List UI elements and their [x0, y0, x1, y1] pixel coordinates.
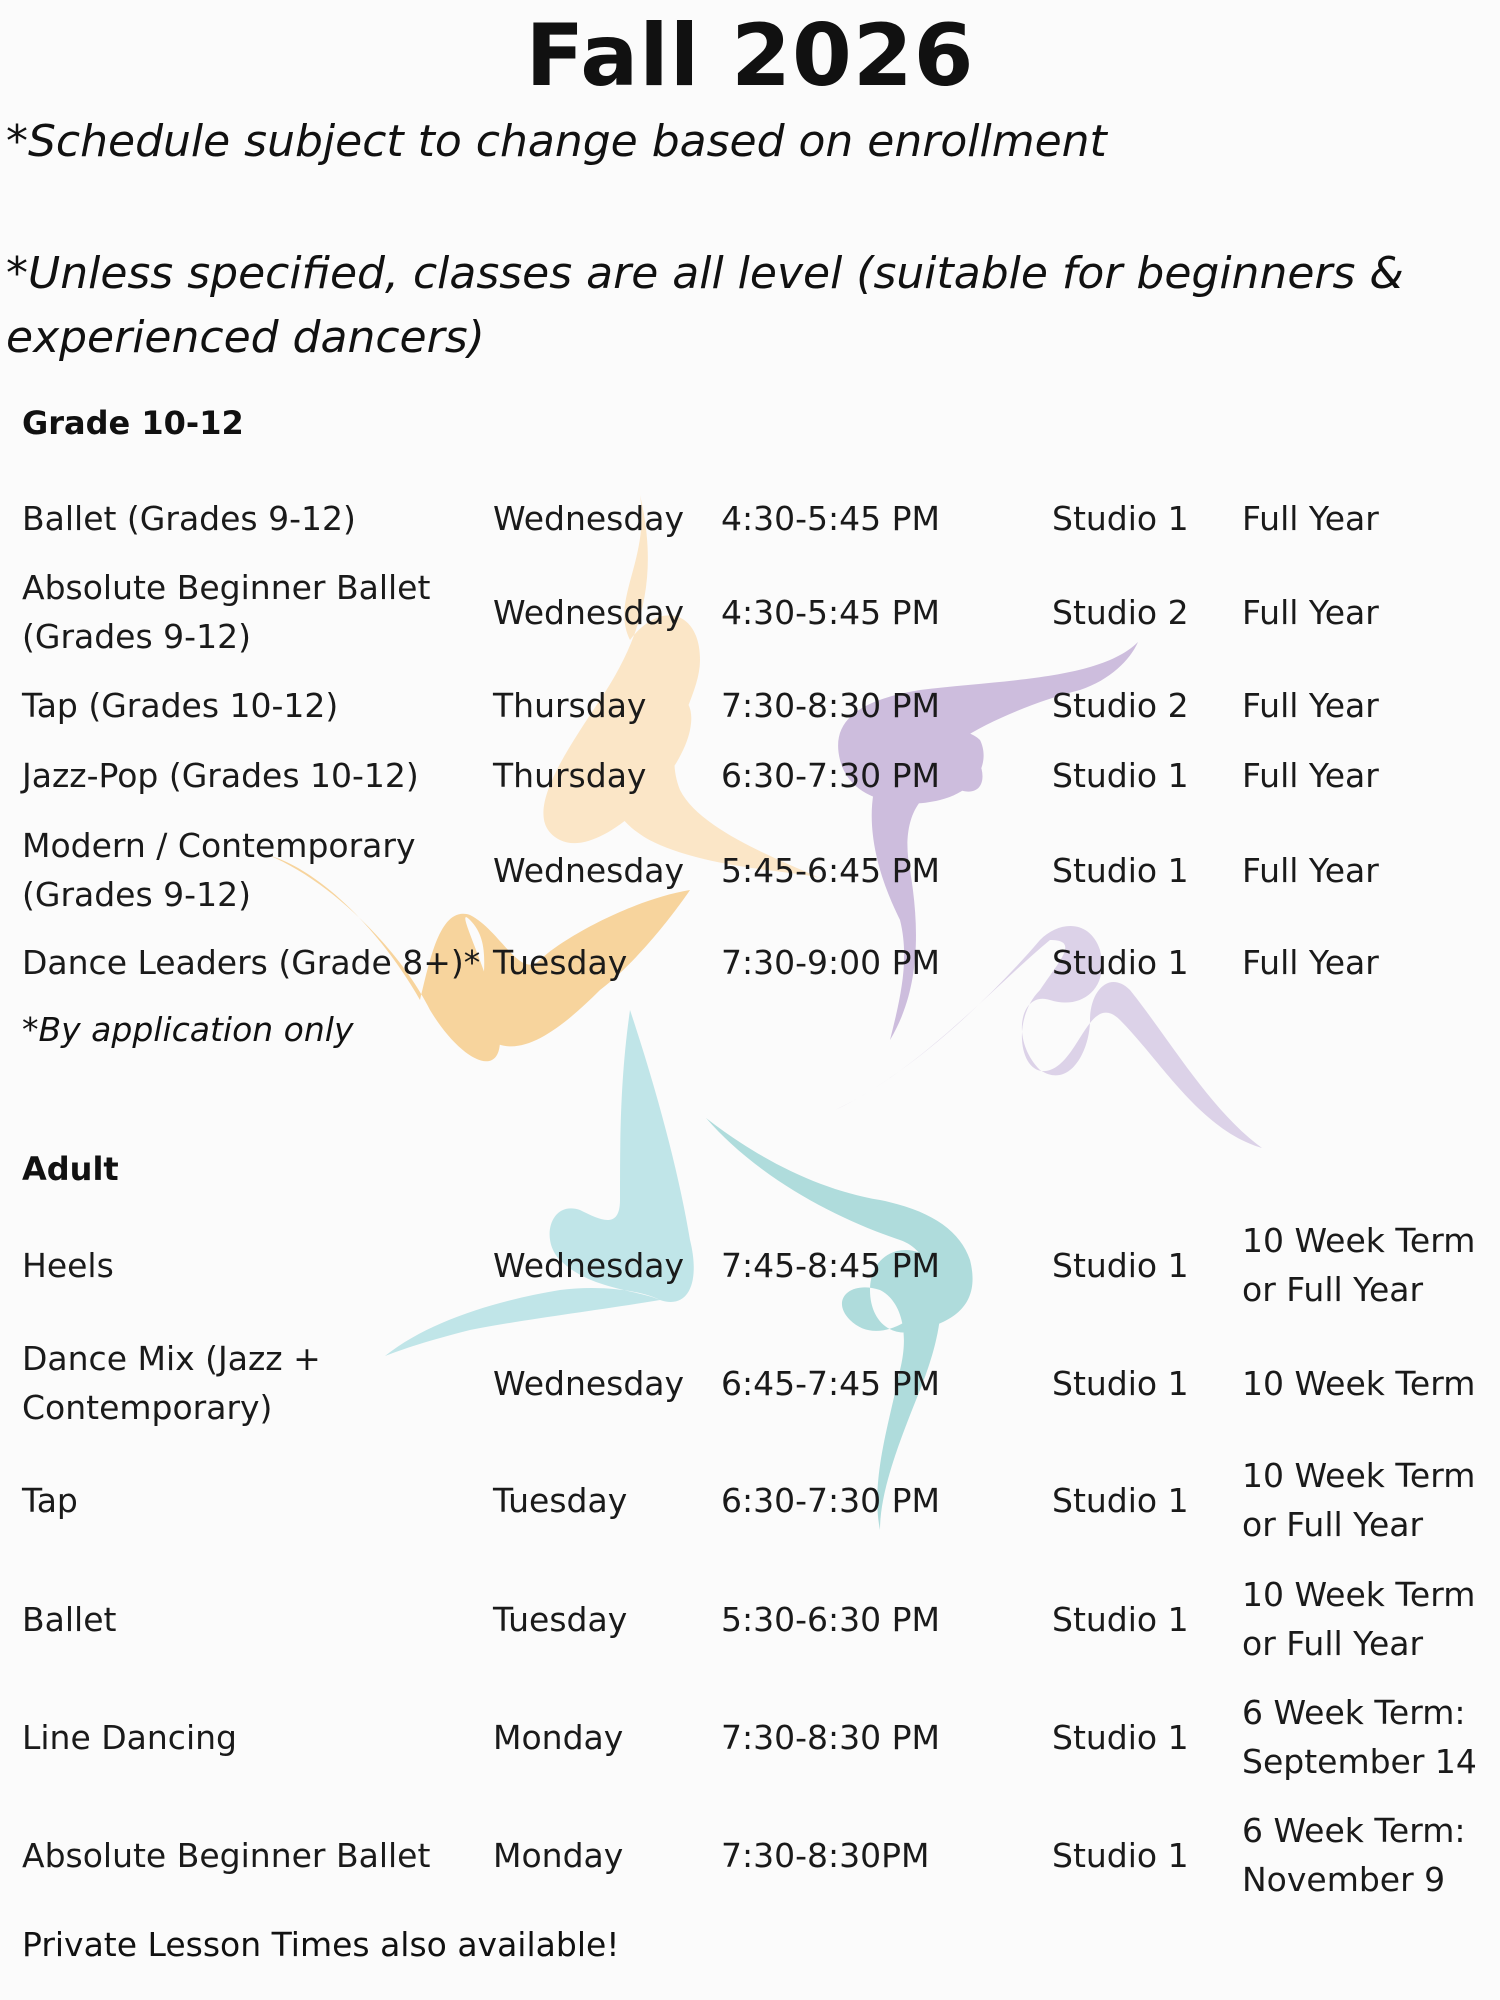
class-time: 7:30-8:30 PM [721, 685, 940, 725]
schedule-change-note: *Schedule subject to change based on enrollment [6, 116, 1107, 167]
class-term: 10 Week Term or Full Year [1242, 1221, 1476, 1309]
class-term: 10 Week Term or Full Year [1242, 1575, 1476, 1663]
class-name: Modern / Contemporary (Grades 9-12) [22, 826, 416, 914]
class-term: Full Year [1242, 755, 1379, 795]
class-name: Dance Mix (Jazz + Contemporary) [22, 1339, 321, 1427]
table-row [0, 486, 1500, 550]
class-term: Full Year [1242, 942, 1379, 982]
class-name: Tap (Grades 10-12) [22, 685, 339, 725]
all-level-note: *Unless specified, classes are all level (suitable for beginners & experienced dancers) [6, 248, 1404, 363]
class-day: Tuesday [493, 942, 628, 982]
class-studio: Studio 1 [1052, 1363, 1189, 1403]
class-name: Absolute Beginner Ballet (Grades 9-12) [22, 568, 431, 656]
class-term: 6 Week Term: September 14 [1242, 1693, 1477, 1781]
class-studio: Studio 1 [1052, 850, 1189, 890]
table-row [0, 743, 1500, 807]
class-name: Tap [22, 1480, 78, 1520]
class-day: Monday [493, 1717, 624, 1757]
class-name: Ballet [22, 1599, 117, 1639]
class-time: 4:30-5:45 PM [721, 498, 940, 538]
table-row [0, 1805, 1500, 1905]
class-studio: Studio 2 [1052, 685, 1189, 725]
table-row [0, 930, 1500, 994]
private-lessons-note: Private Lesson Times also available! [22, 1925, 620, 1964]
class-day: Wednesday [493, 850, 685, 890]
class-term: Full Year [1242, 498, 1379, 538]
table-row [0, 1569, 1500, 1669]
class-time: 7:30-8:30PM [721, 1835, 930, 1875]
class-studio: Studio 1 [1052, 1835, 1189, 1875]
class-day: Tuesday [493, 1480, 628, 1520]
table-row [0, 1215, 1500, 1315]
table-row [0, 820, 1500, 920]
class-day: Thursday [493, 755, 647, 795]
class-studio: Studio 1 [1052, 942, 1189, 982]
class-name: Absolute Beginner Ballet [22, 1835, 431, 1875]
class-time: 6:30-7:30 PM [721, 755, 940, 795]
class-term: Full Year [1242, 850, 1379, 890]
section-heading-adult: Adult [22, 1150, 119, 1188]
table-row [0, 562, 1500, 662]
class-time: 5:45-6:45 PM [721, 850, 940, 890]
class-term: 10 Week Term or Full Year [1242, 1456, 1476, 1544]
class-day: Monday [493, 1835, 624, 1875]
class-time: 5:30-6:30 PM [721, 1599, 940, 1639]
class-studio: Studio 2 [1052, 592, 1189, 632]
class-time: 7:30-9:00 PM [721, 942, 940, 982]
class-time: 6:45-7:45 PM [721, 1363, 940, 1403]
class-day: Wednesday [493, 1363, 685, 1403]
class-name: Ballet (Grades 9-12) [22, 498, 356, 538]
table-row [0, 1687, 1500, 1787]
page-title: Fall 2026 [525, 6, 975, 106]
class-name: Jazz-Pop (Grades 10-12) [22, 755, 419, 795]
table-row [0, 1333, 1500, 1433]
class-term: 10 Week Term [1242, 1363, 1476, 1403]
class-day: Wednesday [493, 498, 685, 538]
class-name: Heels [22, 1245, 114, 1285]
class-time: 7:30-8:30 PM [721, 1717, 940, 1757]
table-row [0, 1450, 1500, 1550]
class-studio: Studio 1 [1052, 755, 1189, 795]
class-day: Wednesday [493, 1245, 685, 1285]
class-name: Dance Leaders (Grade 8+)* [22, 942, 481, 982]
class-studio: Studio 1 [1052, 1245, 1189, 1285]
class-term: Full Year [1242, 592, 1379, 632]
class-time: 6:30-7:30 PM [721, 1480, 940, 1520]
application-footnote: *By application only [22, 1010, 354, 1049]
table-row [0, 673, 1500, 737]
class-studio: Studio 1 [1052, 1599, 1189, 1639]
class-name: Line Dancing [22, 1717, 237, 1757]
class-time: 4:30-5:45 PM [721, 592, 940, 632]
class-day: Wednesday [493, 592, 685, 632]
class-day: Thursday [493, 685, 647, 725]
class-time: 7:45-8:45 PM [721, 1245, 940, 1285]
class-studio: Studio 1 [1052, 1480, 1189, 1520]
class-term: Full Year [1242, 685, 1379, 725]
class-day: Tuesday [493, 1599, 628, 1639]
class-term: 6 Week Term: November 9 [1242, 1811, 1466, 1899]
class-studio: Studio 1 [1052, 1717, 1189, 1757]
class-studio: Studio 1 [1052, 498, 1189, 538]
section-heading-grade-10-12: Grade 10-12 [22, 404, 244, 442]
